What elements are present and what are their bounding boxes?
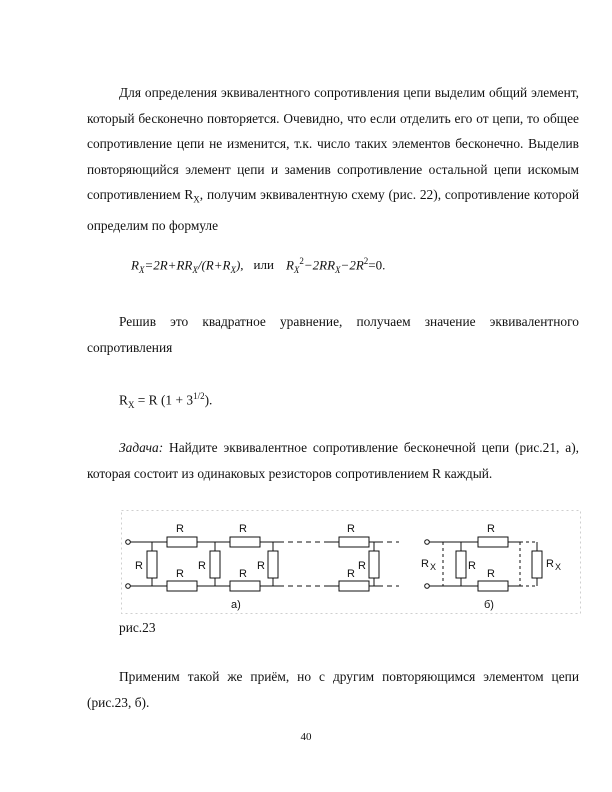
resistor-a-shunt-4 xyxy=(369,551,379,578)
label-rx-right: R xyxy=(546,558,554,570)
paragraph-solution: Решив это квадратное уравнение, получаем значение эквивалентного сопротивления xyxy=(87,314,579,355)
figure-caption: рис.23 xyxy=(119,620,156,635)
resistor-a-bottom-3 xyxy=(339,581,369,591)
label-r: R xyxy=(347,568,355,580)
terminal-b-bottom xyxy=(425,584,430,589)
label-r: R xyxy=(487,523,495,535)
resistor-a-shunt-1 xyxy=(147,551,157,578)
equation-result: $R_X = R$ $(1 + 3^{1/2})$. xyxy=(119,391,213,411)
resistor-a-bottom-1 xyxy=(167,581,197,591)
resistor-b-top xyxy=(478,537,508,547)
label-rx-left: R xyxy=(421,558,429,570)
task-label: Задача: xyxy=(119,440,164,455)
label-b: б) xyxy=(484,599,494,611)
circuit-figure xyxy=(121,510,581,614)
resistor-a-bottom-2 xyxy=(230,581,260,591)
terminal-a-top xyxy=(126,540,131,545)
label-r: R xyxy=(347,523,355,535)
label-a: а) xyxy=(231,599,241,611)
label-rx-left-sub: X xyxy=(430,562,437,572)
resistor-a-top-1 xyxy=(167,537,197,547)
resistor-a-shunt-2 xyxy=(210,551,220,578)
label-r: R xyxy=(257,560,265,572)
label-r: R xyxy=(358,560,366,572)
label-r: R xyxy=(176,568,184,580)
label-r: R xyxy=(135,560,143,572)
resistor-b-shunt xyxy=(456,551,466,578)
page-number: 40 xyxy=(300,731,312,743)
label-rx-right-sub: X xyxy=(555,562,562,572)
label-r: R xyxy=(198,560,206,572)
circuit-b xyxy=(421,523,561,611)
or-word: или xyxy=(253,257,274,273)
resistor-a-top-3 xyxy=(339,537,369,547)
equation-quadratic: $R_X=2R+RR_X/(R+R_X)$, или $R_X^2-2RR_X-2R^2=0$. xyxy=(131,256,386,275)
paragraph-task: Задача: Найдите эквивалентное сопротивление бесконечной цепи (рис.21, а), которая состоит из одинаковых резисторов сопротивлением R каждый. xyxy=(87,440,579,481)
label-r: R xyxy=(468,560,476,572)
terminal-b-top xyxy=(425,540,430,545)
label-r: R xyxy=(239,523,247,535)
resistor-a-shunt-3 xyxy=(268,551,278,578)
label-r: R xyxy=(239,568,247,580)
label-r: R xyxy=(176,523,184,535)
circuit-a xyxy=(126,523,399,611)
paragraph-intro: Для определения эквивалентного сопротивления цепи выделим общий элемент, который бесконечно повторяется. Очевидно, что если отделить его от цепи, то общее сопротивление цепи не изменится, т.к. число таких элементов бесконечно. Выделив повторяющийся элемент цепи и заменив сопротивление остальной цепи искомым сопротивлением $R_X$, получим эквивалентную схему (рис. 22), сопротивление которой определим по формуле xyxy=(87,85,579,234)
terminal-a-bottom xyxy=(126,584,131,589)
resistor-b-bottom xyxy=(478,581,508,591)
resistor-b-rx xyxy=(532,551,542,578)
paragraph-method: Применим такой же приём, но с другим повторяющимся элементом цепи (рис.23, б). xyxy=(87,669,579,710)
resistor-a-top-2 xyxy=(230,537,260,547)
label-r: R xyxy=(487,568,495,580)
